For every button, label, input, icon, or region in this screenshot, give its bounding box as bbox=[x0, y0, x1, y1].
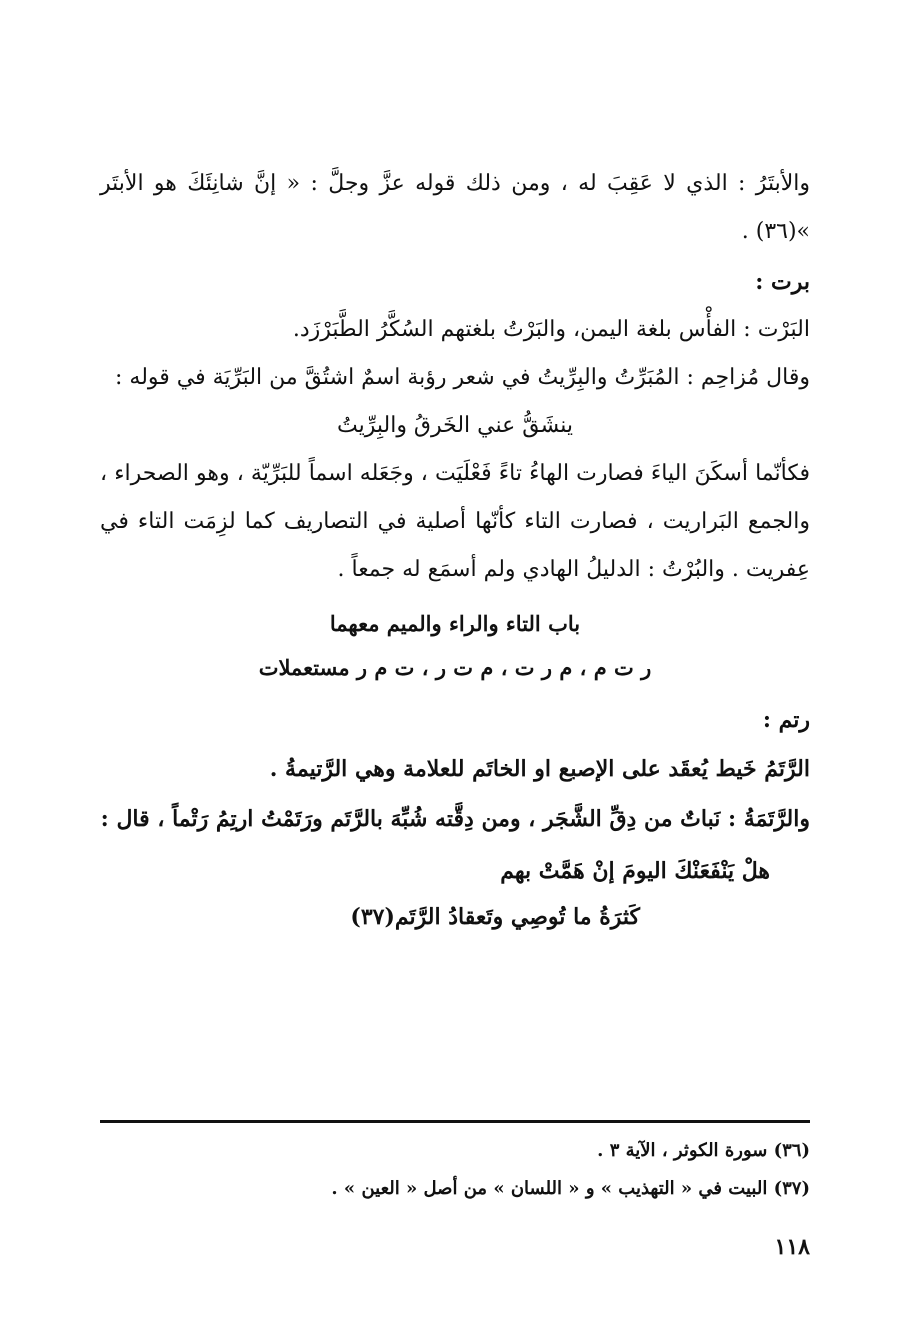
footnotes bbox=[100, 1132, 810, 1208]
entry-bart-paragraph: البَرْت : الفأْس بلغة اليمن، والبَرْتُ بلغتهم السُكَّرُ الطَّبَرْزَد. bbox=[292, 317, 810, 342]
chapter-subtitle: ر ت م ، م ر ت ، م ت ر ، ت م ر مستعملات bbox=[258, 655, 652, 680]
entry-heading-brt: برت : bbox=[755, 269, 810, 295]
quoted-verse: ينشَقُّ عني الخَرقُ والبِرِّيتُ bbox=[337, 413, 573, 438]
page-body bbox=[100, 160, 810, 940]
chapter-title: باب التاء والراء والميم معهما bbox=[329, 611, 581, 636]
footnote-36: (٣٦) سورة الكوثر ، الآية ٣ . bbox=[597, 1140, 810, 1161]
entry-barriya-paragraph: فكأنّما أسكَنَ الياءَ فصارت الهاءُ تاءً فَعْلَيَت ، وجَعَله اسماً للبَرِّيّة ، وهو الصحراء ، والجمع البَراريت ، فصارت التاء كأنّها أصلية في التصاريف كما لزِمَت التاء في عِفريت . والبُرْتُ : الدليلُ الهادي ولم أسمَع له جمعاً . bbox=[100, 461, 810, 582]
footnote-37: (٣٧) البيت في « التهذيب » و « اللسان » من أصل « العين » . bbox=[331, 1178, 810, 1199]
entry-ratam-paragraph: الرَّتَمُ خَيط يُعقَد على الإصبع او الخاتَم للعلامة وهي الرَّتيمةُ . bbox=[269, 756, 810, 782]
entry-muzahim-paragraph: وقال مُزاحِم : المُبَرِّتُ والبِرِّيتُ في شعر رؤبة اسمٌ اشتُقَّ من البَرِّيَة في قوله : bbox=[115, 365, 810, 390]
page-number: ١١٨ bbox=[774, 1234, 810, 1260]
poem-line-2: كَثرَةُ ما تُوصِي وتَعقادُ الرَّتَم(٣٧) bbox=[350, 904, 640, 930]
entry-ratama-paragraph: والرَّتَمَةُ : نَباتٌ من دِقِّ الشَّجَر ، ومن دِقَّته شُبِّهَ بالرَّتَم ورَتَمْتُ ارتِمُ رَتْماً ، قال : bbox=[100, 806, 810, 832]
entry-heading-rtm: رتم : bbox=[762, 707, 810, 733]
poem-line-1: هلْ يَنْفَعَنْكَ اليومَ إنْ هَمَّتْ بهم bbox=[500, 858, 770, 884]
poem-block bbox=[100, 848, 810, 940]
footnote-divider bbox=[100, 1120, 810, 1123]
entry-abtar-paragraph: والأبتَرُ : الذي لا عَقِبَ له ، ومن ذلك قوله عزَّ وجلَّ : « إنَّ شانِئَكَ هو الأبتَر »(٣٦) . bbox=[100, 171, 810, 244]
